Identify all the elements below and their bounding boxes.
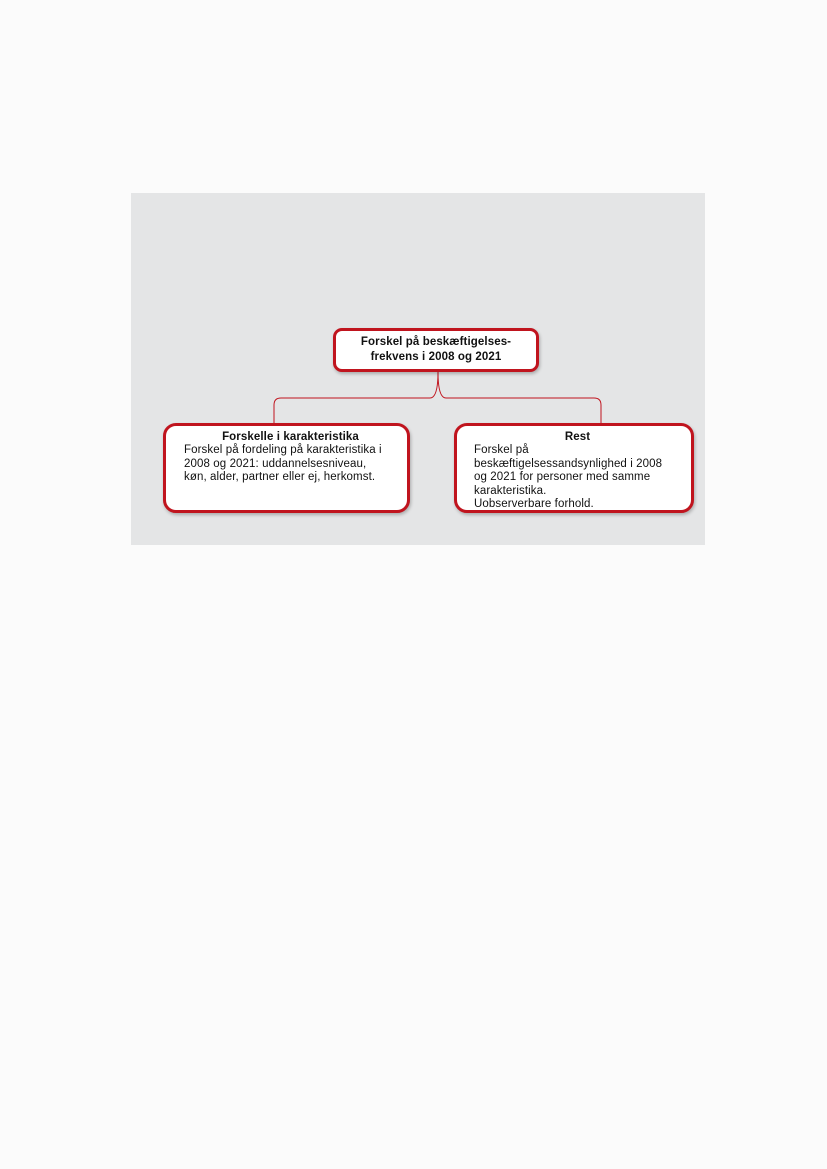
connector-to-left [274,398,430,423]
diagram-panel [131,193,705,545]
child-node-rest [454,423,694,513]
child-node-rest-body: Forskel på beskæftigelsessandsynlighed i 2008 og 2021 for personer med samme karakteristika. Uobserverbare forhold. [474,444,663,510]
root-node-label: Forskel på beskæftigelses- frekvens i 2008 og 2021 [360,336,512,363]
child-node-characteristics-title: Forskelle i karakteristika [222,431,359,443]
connector-to-right [446,398,601,423]
root-node-box [333,328,539,372]
child-node-characteristics-body: Forskel på fordeling på karakteristika i 2008 og 2021: uddannelsesniveau, køn, alder, partner eller ej, herkomst. [184,444,382,483]
connector-root-stem [430,372,438,398]
connector-root-stem-right [438,372,446,398]
child-node-characteristics [163,423,410,513]
child-node-rest-title: Rest [564,431,591,443]
